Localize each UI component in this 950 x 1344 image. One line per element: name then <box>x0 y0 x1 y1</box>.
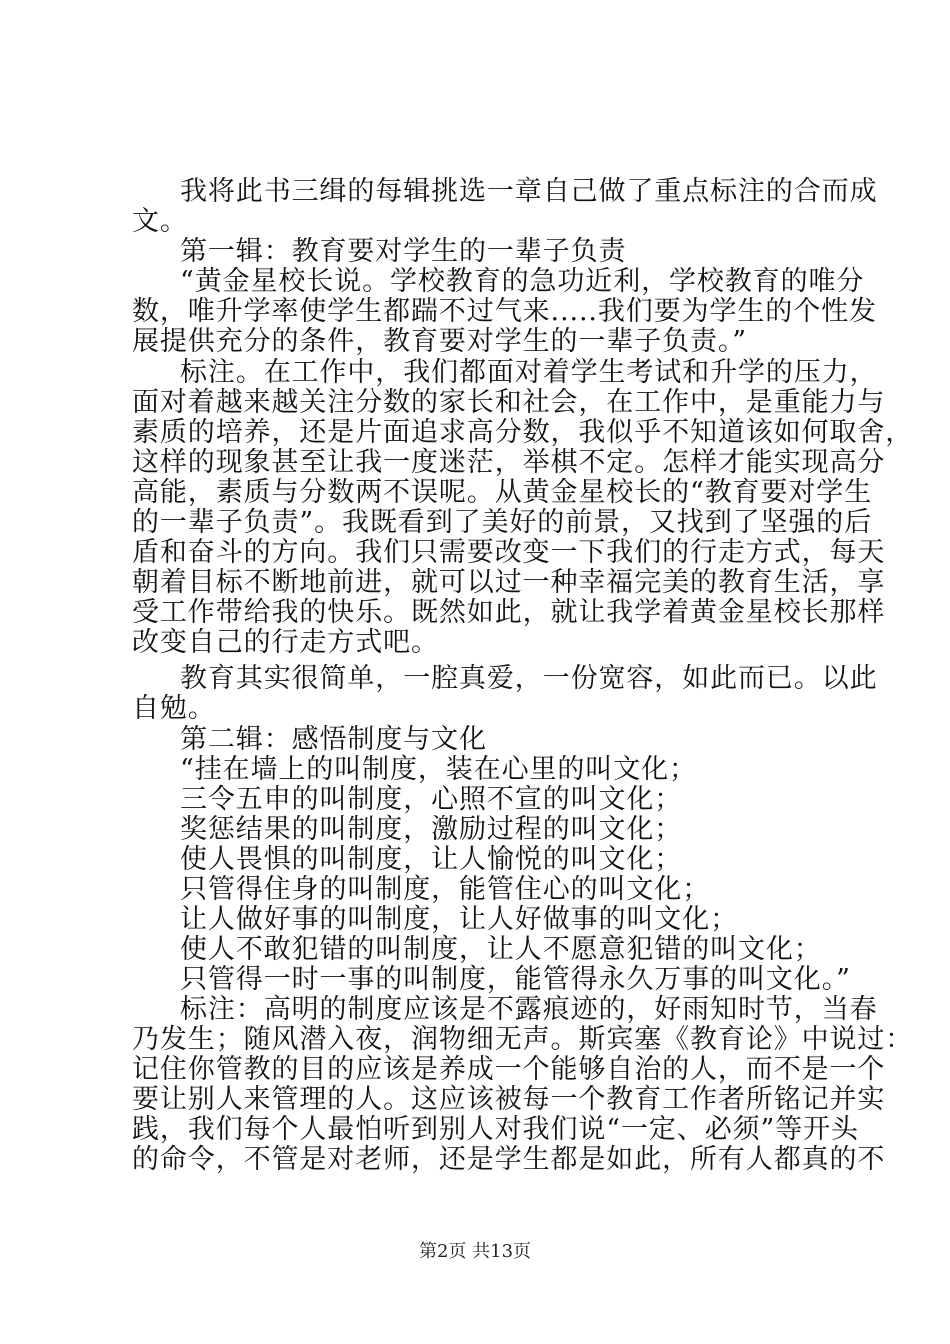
text-line: 标注：高明的制度应该是不露痕迹的，好雨知时节，当春 <box>180 994 878 1025</box>
text-line: 要让别人来管理的人。这应该被每一个教育工作者所铭记并实 <box>132 1084 886 1115</box>
text-line: 三令五申的叫制度，心照不宣的叫文化； <box>180 784 683 815</box>
text-line: 使人不敢犯错的叫制度，让人不愿意犯错的叫文化； <box>180 934 822 965</box>
text-line: 教育其实很简单，一腔真爱，一份宽容，如此而已。以此 <box>180 663 878 694</box>
text-line: 使人畏惧的叫制度，让人愉悦的叫文化； <box>180 844 683 875</box>
section-heading: 第二辑：感悟制度与文化 <box>180 724 487 755</box>
text-line: 乃发生；随风潜入夜，润物细无声。斯宾塞《教育论》中说过： <box>132 1024 914 1055</box>
page-number-footer: 第2页 共13页 <box>418 1241 532 1262</box>
text-line: 受工作带给我的快乐。既然如此，就让我学着黄金星校长那样 <box>132 597 886 628</box>
text-line: 自勉。 <box>132 693 216 724</box>
text-line: “黄金星校长说。学校教育的急功近利，学校教育的唯分 <box>180 266 865 297</box>
text-line: 素质的培养，还是片面追求高分数，我似乎不知道该如何取舍， <box>132 417 914 448</box>
text-line: 我将此书三缉的每辑挑选一章自己做了重点标注的合而成 <box>180 176 878 207</box>
text-line: 这样的现象甚至让我一度迷茫，举棋不定。怎样才能实现高分 <box>132 447 886 478</box>
section-heading: 第一辑：教育要对学生的一辈子负责 <box>180 236 627 267</box>
text-line: 盾和奋斗的方向。我们只需要改变一下我们的行走方式，每天 <box>132 537 886 568</box>
text-line: “挂在墙上的叫制度，装在心里的叫文化； <box>180 754 697 785</box>
text-line: 文。 <box>132 206 188 237</box>
text-line: 记住你管教的目的应该是养成一个能够自治的人，而不是一个 <box>132 1054 886 1085</box>
text-line: 朝着目标不断地前进，就可以过一种幸福完美的教育生活，享 <box>132 567 886 598</box>
text-line: 的命令，不管是对老师，还是学生都是如此，所有人都真的不 <box>132 1144 886 1175</box>
text-line: 让人做好事的叫制度，让人好做事的叫文化； <box>180 904 738 935</box>
text-line: 只管得住身的叫制度，能管住心的叫文化； <box>180 874 711 905</box>
text-line: 践，我们每个人最怕听到别人对我们说“一定、必须”等开头 <box>132 1114 859 1145</box>
text-line: 标注。在工作中，我们都面对着学生考试和升学的压力， <box>180 357 878 388</box>
text-line: 改变自己的行走方式吧。 <box>132 627 439 658</box>
text-line: 数，唯升学率使学生都踹不过气来.....我们要为学生的个性发 <box>132 296 877 327</box>
text-line: 展提供充分的条件，教育要对学生的一辈子负责。” <box>132 326 748 357</box>
text-line: 只管得一时一事的叫制度，能管得永久万事的叫文化。” <box>180 964 851 995</box>
text-line: 面对着越来越关注分数的家长和社会，在工作中，是重能力与 <box>132 387 886 418</box>
text-line: 高能，素质与分数两不误呢。从黄金星校长的“教育要对学生 <box>132 477 873 508</box>
text-line: 奖惩结果的叫制度，激励过程的叫文化； <box>180 814 683 845</box>
text-line: 的一辈子负责”。我既看到了美好的前景，又找到了坚强的后 <box>132 507 873 538</box>
